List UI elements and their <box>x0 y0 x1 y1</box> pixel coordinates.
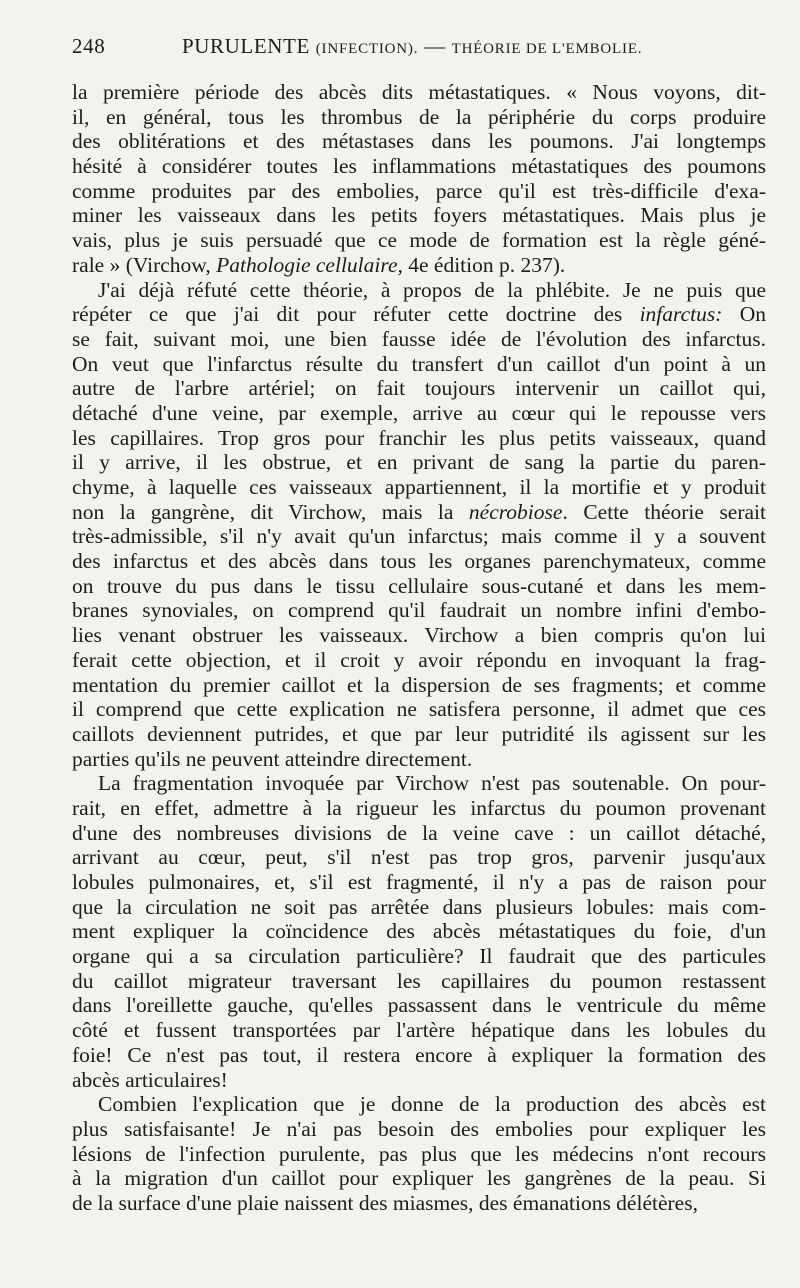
text-line: vais, plus je suis persuadé que ce mode de formation est la règle géné- <box>72 228 766 253</box>
text-line: La fragmentation invoquée par Virchow n'est pas soutenable. On pour- <box>98 771 766 796</box>
text-line: foie! Ce n'est pas tout, il restera encore à expliquer la formation des <box>72 1042 766 1067</box>
running-title-main: PURULENTE <box>182 34 310 58</box>
text-line: on trouve du pus dans le tissu cellulaire sous-cutané et dans les mem- <box>72 573 766 598</box>
text-line: du caillot migrateur traversant les capillaires du poumon restassent <box>72 968 766 993</box>
text-line: lobules pulmonaires, et, s'il est fragmenté, il n'y a pas de raison pour <box>72 870 766 894</box>
text-line: non la gangrène, dit Virchow, mais la nécrobiose. Cette théorie serait <box>72 499 767 524</box>
text-line: hésité à considérer toutes les inflammations métastatiques des poumons <box>72 154 766 179</box>
text-line: d'une des nombreuses divisions de la veine cave : un caillot détaché, <box>72 820 766 845</box>
text-line: des infarctus et des abcès dans tous les organes parenchymateux, comme <box>72 549 766 574</box>
text-line: lies venant obstruer les vaisseaux. Virchow a bien compris qu'on lui <box>72 623 766 648</box>
text-line: rait, en effet, admettre à la rigueur les infarctus du poumon provenant <box>72 795 766 820</box>
text-line: branes synoviales, on comprend qu'il faudrait un nombre infini d'embo- <box>72 598 766 623</box>
text-line: côté et fussent transportées par l'artère hépatique dans les lobules du <box>72 1018 766 1043</box>
text-line: lésions de l'infection purulente, pas plus que les médecins n'ont recours <box>72 1141 766 1166</box>
page-number: 248 <box>72 34 106 58</box>
text-line: comme produites par des embolies, parce qu'il est très-difficile d'exa- <box>72 178 766 203</box>
text-line: il comprend que cette explication ne satisfera personne, il admet que ces <box>72 697 766 722</box>
text-line: que la circulation ne soit pas arrêtée dans plusieurs lobules: mais com- <box>72 894 766 919</box>
text-line: arrivant au cœur, peut, s'il n'est pas trop gros, parvenir jusqu'aux <box>72 845 766 870</box>
text-line: des oblitérations et des métastases dans les poumons. J'ai longtemps <box>72 129 766 154</box>
text-line: caillots deviennent putrides, et que par leur putridité ils agissent sur les <box>72 721 766 746</box>
text-line: rale » (Virchow, Pathologie cellulaire, 4e édition p. 237). <box>72 252 566 277</box>
body-text <box>72 80 766 1216</box>
text-line: abcès articulaires! <box>72 1067 228 1092</box>
text-line: Combien l'explication que je donne de la production des abcès est <box>98 1092 766 1117</box>
text-line: mentation du premier caillot et la dispersion de ses fragments; et comme <box>72 672 766 697</box>
text-line: On veut que l'infarctus résulte du transfert d'un caillot d'un point à un <box>72 351 766 376</box>
running-title-sub: (INFECTION). <box>315 41 419 57</box>
text-line: détaché d'une veine, par exemple, arrive au cœur qui le repousse vers <box>72 400 766 425</box>
text-line: parties qu'ils ne peuvent atteindre directement. <box>72 746 473 771</box>
text-line: la première période des abcès dits métastatiques. « Nous voyons, dit- <box>72 80 766 104</box>
text-line: très-admissible, s'il n'y avait qu'un infarctus; mais comme il y a souvent <box>72 524 766 549</box>
text-line: il y arrive, il les obstrue, et en privant de sang la partie du paren- <box>72 450 766 475</box>
text-line: ment expliquer la coïncidence des abcès métastatiques du foie, d'un <box>72 919 766 944</box>
text-line: J'ai déjà réfuté cette théorie, à propos de la phlébite. Je ne puis que <box>98 277 766 302</box>
text-line: miner les vaisseaux dans les petits foyers métastatiques. Mais plus je <box>72 203 766 228</box>
running-title-dash: — <box>424 34 446 58</box>
text-line: à la migration d'un caillot pour expliquer les gangrènes de la peau. Si <box>72 1166 766 1191</box>
text-line: de la surface d'une plaie naissent des miasmes, des émanations délétères, <box>72 1190 698 1215</box>
text-line: répéter ce que j'ai dit pour réfuter cette doctrine des infarctus: On <box>72 302 767 327</box>
text-line: se fait, suivant moi, une bien fausse idée de l'évolution des infarctus. <box>72 326 766 351</box>
text-line: dans l'oreillette gauche, qu'elles passassent dans le ventricule du même <box>72 993 766 1018</box>
text-line: plus satisfaisante! Je n'ai pas besoin des embolies pour expliquer les <box>72 1116 766 1141</box>
running-title-rest: THÉORIE DE L'EMBOLIE. <box>451 41 643 57</box>
running-header <box>72 34 766 80</box>
text-line: chyme, à laquelle ces vaisseaux appartiennent, il la mortifie et y produit <box>72 475 766 499</box>
text-line: ferait cette objection, et il croit y avoir répondu en invoquant la frag- <box>72 647 766 672</box>
text-line: organe qui a sa circulation particulière? Il faudrait que des particules <box>72 944 766 969</box>
running-title <box>182 34 766 59</box>
text-line: il, en général, tous les thrombus de la périphérie du corps produire <box>72 104 766 129</box>
text-line: autre de l'arbre artériel; on fait toujours intervenir un caillot qui, <box>72 376 766 401</box>
text-line: les capillaires. Trop gros pour franchir les plus petits vaisseaux, quand <box>72 425 766 450</box>
